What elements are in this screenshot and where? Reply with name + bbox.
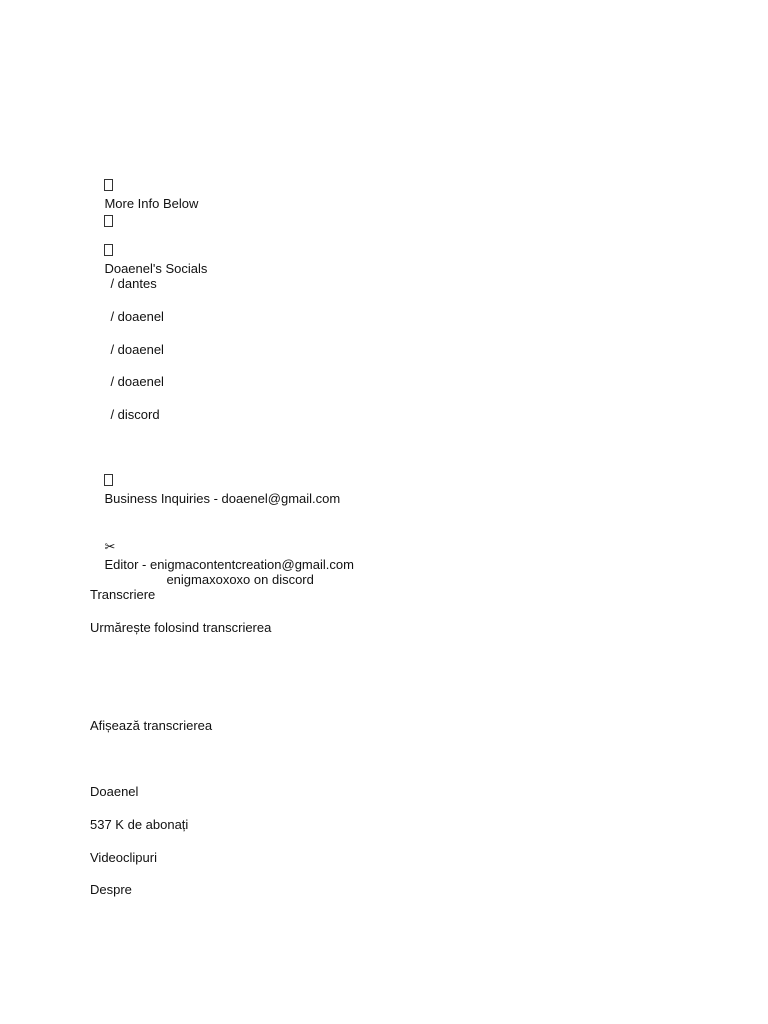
social-link-label[interactable]: / doaenel — [110, 309, 164, 324]
transcript-follow-text: Urmărește folosind transcrierea — [90, 620, 272, 635]
about-link[interactable]: Despre — [90, 882, 132, 897]
social-link-discord[interactable] — [90, 388, 160, 442]
socials-heading-text: Doaenel's Socials — [104, 261, 208, 276]
missing-glyph-icon — [104, 244, 113, 256]
business-inquiries-line — [90, 454, 340, 526]
videos-link[interactable]: Videoclipuri — [90, 850, 157, 865]
missing-glyph-icon — [104, 474, 113, 486]
business-inquiries-text: Business Inquiries - doaenel@gmail.com — [104, 491, 341, 506]
social-link-label[interactable]: / dantes — [110, 276, 157, 291]
social-link-label[interactable]: / doaenel — [110, 374, 164, 389]
subscriber-count: 537 K de abonați — [90, 817, 189, 832]
scissors-icon: ✂ — [104, 539, 116, 554]
show-transcript-button[interactable]: Afișează transcrierea — [90, 718, 213, 733]
more-info-text: More Info Below — [104, 196, 199, 211]
editor-discord-text: enigmaxoxoxo on discord — [166, 572, 314, 587]
channel-name[interactable]: Doaenel — [90, 784, 139, 799]
social-link-label[interactable]: / doaenel — [110, 342, 164, 357]
transcript-heading: Transcriere — [90, 587, 156, 602]
editor-text: Editor - enigmacontentcreation@gmail.com — [104, 557, 354, 572]
social-link-label[interactable]: / discord — [110, 407, 160, 422]
missing-glyph-icon — [104, 179, 113, 191]
